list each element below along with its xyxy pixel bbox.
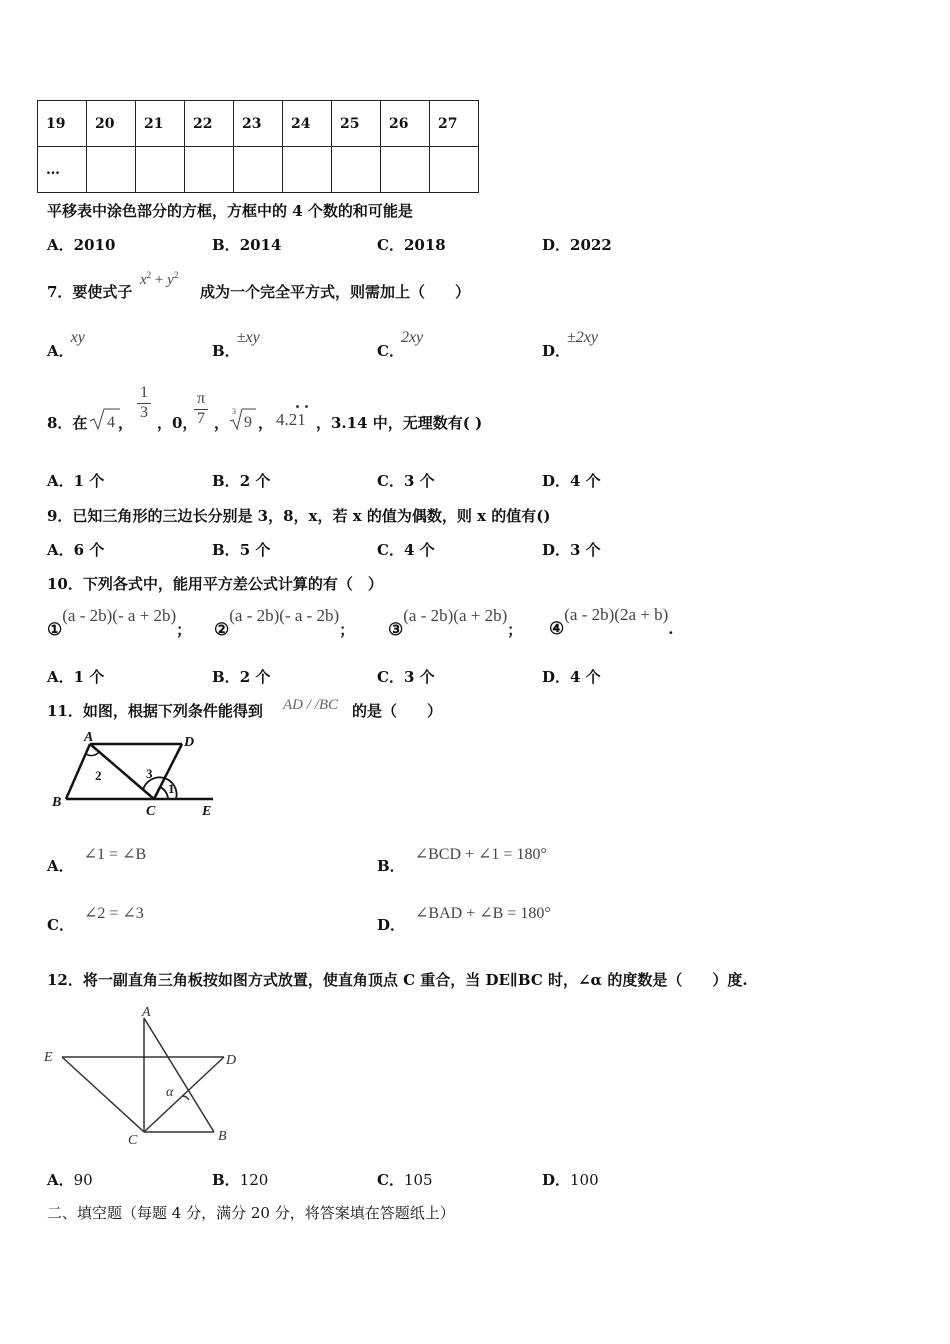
q10-option-a[interactable]: A．1 个: [47, 668, 105, 686]
table-cell: [283, 147, 332, 193]
angle-1-arc: [160, 787, 168, 799]
table-cell: [136, 147, 185, 193]
table-cell: [234, 147, 283, 193]
number-table: [37, 100, 479, 193]
q11-figure: [48, 732, 223, 820]
q12-option-a[interactable]: A．90: [47, 1171, 93, 1189]
table-cell: 25: [332, 101, 381, 147]
q11-option-b[interactable]: B．∠BCD + ∠1 = 180°: [377, 846, 547, 875]
table-cell: 23: [234, 101, 283, 147]
table-cell: [87, 147, 136, 193]
q8-option-d[interactable]: D．4 个: [542, 472, 601, 490]
section-2-heading: 二、填空题（每题 4 分，满分 20 分，将答案填在答题纸上）: [47, 1204, 455, 1222]
segment-ab: [66, 744, 90, 799]
cbrt-index: 3: [232, 407, 236, 416]
q6-option-d[interactable]: D．2022: [542, 236, 612, 254]
q7-option-c[interactable]: C．2xy: [377, 329, 424, 360]
point-c-label: C: [128, 1133, 138, 1148]
angle-1-label: 1: [168, 781, 175, 796]
q8-pi-fraction: π 7: [194, 390, 208, 428]
q8-option-b[interactable]: B．2 个: [212, 472, 271, 490]
table-row: [38, 101, 479, 147]
point-e-label: E: [44, 1050, 53, 1065]
q8-zero: ，0，: [157, 414, 198, 432]
q12-stem: 12．将一副直角三角板按如图方式放置，使直角顶点 C 重合，当 DE∥BC 时，∠α 的度数是（ ）度.: [47, 971, 748, 989]
q8-sep: ，: [214, 414, 230, 432]
table-cell: [381, 147, 430, 193]
q10-item-4: ④(a - 2b)(2a + b).: [549, 605, 674, 639]
q8-sqrt4: [88, 405, 122, 433]
q7-expression: $x^2 + y^2$: [140, 270, 179, 288]
q8-cbrt9: [228, 405, 258, 433]
table-cell: 24: [283, 101, 332, 147]
q8-stem-suffix: ，3.14 中，无理数有( ): [316, 414, 483, 432]
point-b-label: B: [52, 795, 62, 810]
segment-dc: [144, 1057, 224, 1132]
table-cell: 27: [430, 101, 479, 147]
q7-stem-suffix: 成为一个完全平方式，则需加上（ ）: [200, 283, 471, 301]
cbrt-radicand: 9: [244, 414, 252, 431]
q7-option-b[interactable]: B．±xy: [212, 329, 260, 360]
q10-option-b[interactable]: B．2 个: [212, 668, 271, 686]
angle-alpha-label: α: [166, 1085, 174, 1100]
segment-ab: [144, 1018, 214, 1132]
point-d-label: D: [184, 735, 195, 750]
q11-option-c[interactable]: C．∠2 = ∠3: [47, 905, 144, 934]
point-c-label: C: [146, 804, 156, 819]
sqrt4-radicand: 4: [107, 414, 115, 431]
q7-option-d[interactable]: D．±2xy: [542, 329, 598, 360]
table-cell: [185, 147, 234, 193]
q11-condition: AD / /BC: [283, 697, 338, 713]
angle-3-label: 3: [146, 766, 153, 781]
q11-option-a[interactable]: A．∠1 = ∠B: [47, 846, 147, 875]
angle-alpha-arc: [182, 1096, 189, 1100]
q9-option-c[interactable]: C．4 个: [377, 541, 435, 559]
q12-option-b[interactable]: B．120: [212, 1171, 269, 1189]
repeat-dot: [305, 405, 308, 408]
point-b-label: B: [218, 1129, 227, 1144]
point-e-label: E: [202, 804, 212, 819]
table-cell: [430, 147, 479, 193]
table-row: [38, 147, 479, 193]
segment-ec: [62, 1057, 144, 1132]
angle-2-arc: [86, 752, 99, 756]
table-cell: 26: [381, 101, 430, 147]
table-cell: 21: [136, 101, 185, 147]
q8-sep: ，: [118, 414, 134, 432]
q8-sep: ，: [258, 414, 274, 432]
point-a-label: A: [84, 732, 94, 745]
q8-option-a[interactable]: A．1 个: [47, 472, 105, 490]
q10-option-c[interactable]: C．3 个: [377, 668, 435, 686]
q9-option-a[interactable]: A．6 个: [47, 541, 105, 559]
q12-figure: [40, 1000, 250, 1148]
table-cell: 20: [87, 101, 136, 147]
q11-option-d[interactable]: D．∠BAD + ∠B = 180°: [377, 905, 551, 934]
q10-item-2: ②(a - 2b)(- a - 2b)；: [214, 606, 355, 640]
q11-stem-prefix: 11．如图，根据下列条件能得到: [47, 702, 263, 720]
q6-option-c[interactable]: C．2018: [377, 236, 446, 254]
q10-option-d[interactable]: D．4 个: [542, 668, 601, 686]
q8-fraction: 1 3: [137, 384, 151, 422]
table-cell: 22: [185, 101, 234, 147]
q10-item-1: ①(a - 2b)(- a + 2b)；: [47, 606, 192, 640]
q6-option-b[interactable]: B．2014: [212, 236, 282, 254]
q8-option-c[interactable]: C．3 个: [377, 472, 435, 490]
q10-item-3: ③(a - 2b)(a + 2b)；: [388, 606, 523, 640]
q7-stem-prefix: 7．要使式子: [47, 283, 133, 301]
q9-stem: 9．已知三角形的三边长分别是 3，8，x，若 x 的值为偶数，则 x 的值有(): [47, 507, 551, 525]
q12-option-d[interactable]: D．100: [542, 1171, 599, 1189]
point-d-label: D: [226, 1053, 237, 1068]
table-cell: 19: [38, 101, 87, 147]
q9-option-b[interactable]: B．5 个: [212, 541, 271, 559]
q11-stem-suffix: 的是（ ）: [352, 702, 443, 720]
repeat-dot: [296, 405, 299, 408]
point-a-label: A: [142, 1005, 151, 1020]
q12-option-c[interactable]: C．105: [377, 1171, 433, 1189]
q6-stem: 平移表中涂色部分的方框，方框中的 4 个数的和可能是: [47, 202, 413, 220]
q9-option-d[interactable]: D．3 个: [542, 541, 601, 559]
q10-stem: 10．下列各式中，能用平方差公式计算的有（ ）: [47, 575, 383, 593]
table-cell: [332, 147, 381, 193]
angle-2-label: 2: [95, 768, 102, 783]
q8-repeating-decimal: 4.21: [276, 410, 306, 429]
q6-option-a[interactable]: A．2010: [47, 236, 116, 254]
table-cell: …: [38, 147, 87, 193]
q7-option-a[interactable]: A．xy: [47, 329, 85, 360]
q8-stem-prefix: 8．在: [47, 414, 88, 432]
